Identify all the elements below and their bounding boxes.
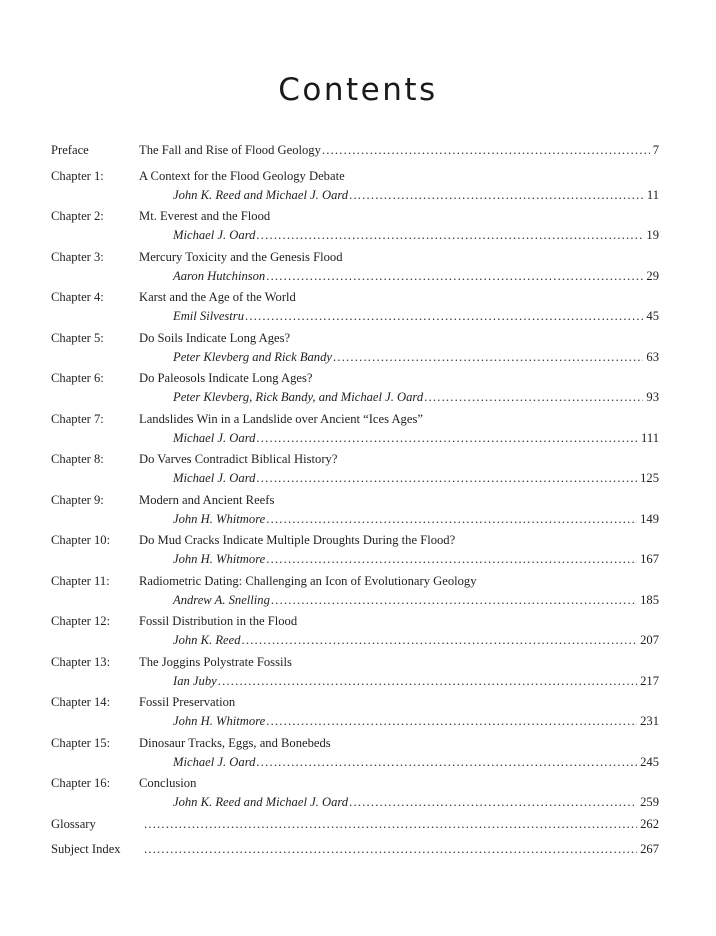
page-number: 63 — [646, 349, 659, 364]
entry-title: Fossil Distribution in the Flood — [139, 614, 298, 628]
entry-label: Preface — [51, 143, 89, 157]
toc-entry-chapter-12[interactable] — [51, 612, 659, 653]
page-number: 45 — [646, 309, 659, 323]
entry-title: Do Mud Cracks Indicate Multiple Droughts During the Flood? — [139, 533, 456, 547]
dot-leader — [349, 186, 644, 205]
page-number: 259 — [640, 795, 659, 809]
page-number: 93 — [646, 390, 659, 404]
entry-author: Andrew A. Snelling — [173, 592, 270, 607]
entry-label: Chapter 2: — [51, 209, 104, 223]
entry-author-row — [173, 429, 659, 448]
entry-author-row — [173, 510, 659, 529]
entry-author-row — [173, 793, 659, 812]
entry-author-row — [173, 550, 659, 569]
dot-leader — [349, 793, 637, 812]
page-number: 111 — [641, 430, 659, 445]
entry-title: Radiometric Dating: Challenging an Icon of Evolutionary Geology — [139, 573, 477, 588]
toc-entry-chapter-14[interactable] — [51, 693, 659, 734]
entry-label: Chapter 6: — [51, 371, 104, 385]
toc-entry-chapter-6[interactable] — [51, 369, 659, 410]
dot-leader — [266, 712, 637, 731]
page-number: 217 — [640, 673, 659, 688]
toc-entry-chapter-5[interactable] — [51, 329, 659, 370]
entry-title: Conclusion — [139, 776, 197, 790]
dot-leader — [256, 429, 638, 448]
entry-author-row — [173, 348, 659, 367]
entry-label: Chapter 3: — [51, 249, 104, 264]
page-number: 11 — [646, 187, 659, 202]
toc-entry-chapter-10[interactable] — [51, 531, 659, 572]
dot-leader — [322, 141, 650, 160]
entry-leader-row — [143, 815, 659, 834]
page-number: 149 — [640, 511, 659, 526]
page-number: 245 — [640, 754, 659, 769]
entry-title: Do Soils Indicate Long Ages? — [139, 330, 291, 345]
dot-leader — [424, 388, 643, 407]
dot-leader — [271, 591, 637, 610]
entry-author-row — [173, 672, 659, 691]
toc-entry-chapter-11[interactable] — [51, 572, 659, 613]
page-number: 207 — [640, 633, 659, 647]
entry-author: Peter Klevberg, Rick Bandy, and Michael J. Oard — [173, 390, 424, 404]
entry-label: Chapter 15: — [51, 735, 111, 750]
entry-label: Chapter 9: — [51, 492, 104, 507]
toc-entry-chapter-9[interactable] — [51, 491, 659, 532]
entry-title: Fossil Preservation — [139, 695, 236, 709]
entry-label: Chapter 7: — [51, 411, 104, 426]
entry-label: Chapter 10: — [51, 533, 111, 547]
dot-leader — [266, 510, 637, 529]
toc-entry-chapter-8[interactable] — [51, 450, 659, 491]
entry-author-row — [173, 388, 659, 407]
entry-leader-row — [143, 840, 659, 859]
dot-leader — [256, 226, 643, 245]
toc-entry-chapter-15[interactable] — [51, 734, 659, 775]
entry-title: The Joggins Polystrate Fossils — [139, 654, 292, 669]
toc-entry-chapter-4[interactable] — [51, 288, 659, 329]
entry-author: Michael J. Oard — [173, 471, 256, 485]
toc-entry-chapter-13[interactable] — [51, 653, 659, 694]
entry-label: Chapter 1: — [51, 168, 104, 183]
toc-entry-preface[interactable] — [51, 141, 659, 167]
entry-author-row — [173, 226, 659, 245]
entry-title: Karst and the Age of the World — [139, 290, 296, 304]
dot-leader — [266, 267, 643, 286]
toc-entry-chapter-3[interactable] — [51, 248, 659, 289]
toc-entry-chapter-16[interactable] — [51, 774, 659, 815]
toc-entry-chapter-2[interactable] — [51, 207, 659, 248]
entry-author-row — [173, 753, 659, 772]
entry-author-row — [173, 712, 659, 731]
entry-title-row — [139, 141, 659, 160]
entry-label: Glossary — [51, 816, 96, 831]
toc-entry-glossary[interactable] — [51, 815, 659, 841]
entry-author-row — [173, 186, 659, 205]
dot-leader — [266, 550, 637, 569]
entry-title: Do Paleosols Indicate Long Ages? — [139, 371, 313, 385]
entry-author: Michael J. Oard — [173, 228, 256, 242]
entry-author: John K. Reed — [173, 633, 241, 647]
entry-title: Modern and Ancient Reefs — [139, 492, 275, 507]
entry-label: Subject Index — [51, 842, 121, 856]
entry-author-row — [173, 307, 659, 326]
dot-leader — [242, 631, 638, 650]
entry-author: John K. Reed and Michael J. Oard — [173, 795, 349, 809]
toc-entry-chapter-7[interactable] — [51, 410, 659, 451]
entry-author: John H. Whitmore — [173, 714, 266, 728]
page-number: 267 — [640, 842, 659, 856]
page-number: 262 — [640, 816, 659, 831]
entry-title: Do Varves Contradict Biblical History? — [139, 452, 338, 466]
entry-label: Chapter 16: — [51, 776, 111, 790]
dot-leader — [256, 753, 637, 772]
entry-title: Mercury Toxicity and the Genesis Flood — [139, 249, 343, 264]
page-number: 19 — [646, 228, 659, 242]
page-number: 185 — [640, 592, 659, 607]
page-number: 125 — [640, 471, 659, 485]
page-number: 7 — [652, 143, 659, 157]
toc-entry-subject-index[interactable] — [51, 840, 659, 866]
dot-leader — [256, 469, 637, 488]
toc-entry-chapter-1[interactable] — [51, 167, 659, 208]
page-number: 29 — [646, 268, 659, 283]
entry-title: Mt. Everest and the Flood — [139, 209, 271, 223]
entry-label: Chapter 8: — [51, 452, 104, 466]
entry-author: Michael J. Oard — [173, 754, 256, 769]
entry-label: Chapter 5: — [51, 330, 104, 345]
table-of-contents — [51, 141, 659, 866]
dot-leader — [245, 307, 643, 326]
entry-author-row — [173, 631, 659, 650]
entry-label: Chapter 11: — [51, 573, 110, 588]
entry-author: Emil Silvestru — [173, 309, 245, 323]
entry-label: Chapter 13: — [51, 654, 111, 669]
entry-title: Landslides Win in a Landslide over Ancient “Ices Ages” — [139, 411, 423, 426]
entry-author: Peter Klevberg and Rick Bandy — [173, 349, 332, 364]
entry-author: Michael J. Oard — [173, 430, 256, 445]
entry-author: Ian Juby — [173, 673, 217, 688]
entry-author-row — [173, 267, 659, 286]
entry-author: John K. Reed and Michael J. Oard — [173, 187, 349, 202]
entry-title: Dinosaur Tracks, Eggs, and Bonebeds — [139, 735, 331, 750]
dot-leader — [144, 840, 637, 859]
dot-leader — [144, 815, 637, 834]
page-number: 231 — [640, 714, 659, 728]
dot-leader — [333, 348, 643, 367]
entry-author-row — [173, 591, 659, 610]
page-number: 167 — [640, 552, 659, 566]
entry-author-row — [173, 469, 659, 488]
entry-author: Aaron Hutchinson — [173, 268, 266, 283]
entry-label: Chapter 12: — [51, 614, 111, 628]
entry-author: John H. Whitmore — [173, 511, 266, 526]
entry-title: The Fall and Rise of Flood Geology — [139, 143, 321, 157]
entry-author: John H. Whitmore — [173, 552, 266, 566]
page-title: Contents — [278, 72, 438, 108]
entry-label: Chapter 14: — [51, 695, 111, 709]
entry-title: A Context for the Flood Geology Debate — [139, 168, 345, 183]
entry-label: Chapter 4: — [51, 290, 104, 304]
dot-leader — [218, 672, 637, 691]
